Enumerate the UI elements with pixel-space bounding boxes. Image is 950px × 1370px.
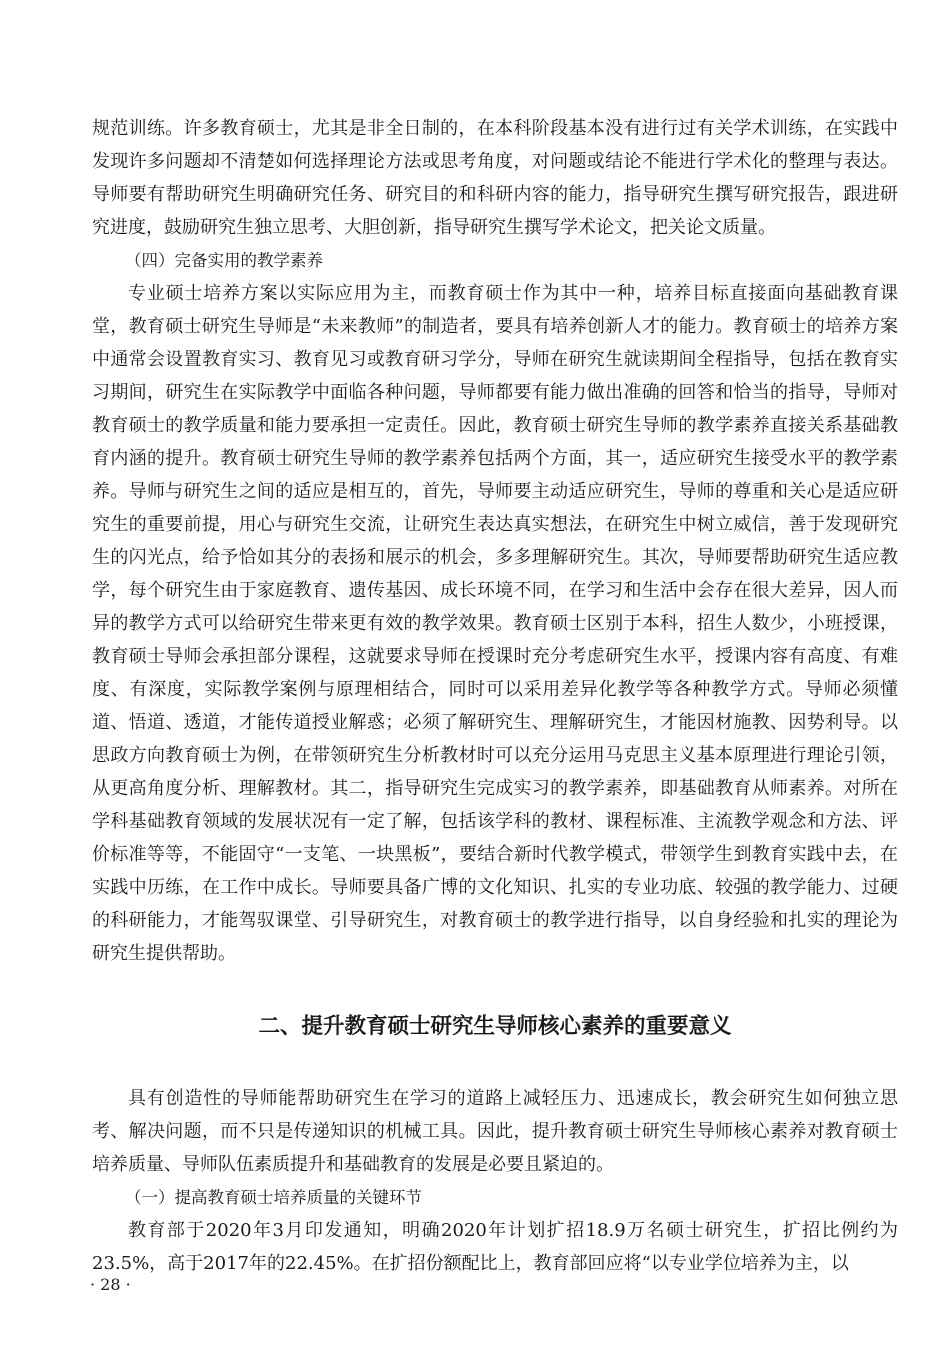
page-number: · 28 · xyxy=(90,1275,131,1294)
paragraph-significance: 具有创造性的导师能帮助研究生在学习的道路上减轻压力、迅速成长，教会研究生如何独立思考、解决问题，而不只是传递知识的机械工具。因此，提升教育硕士研究生导师核心素养对教育硕士培养质量、导师队伍素质提升和基础教育的发展是必要且紧迫的。 xyxy=(92,1088,898,1175)
paragraph-enrollment: 教育部于2020年3月印发通知，明确2020年计划扩招18.9万名硕士研究生，扩招比例约为23.5%，高于2017年的22.45%。在扩招份额配比上，教育部回应将“以专业学位培养为主，以 xyxy=(92,1220,898,1274)
paragraph-teaching-literacy: 专业硕士培养方案以实际应用为主，而教育硕士作为其中一种，培养目标直接面向基础教育课堂，教育硕士研究生导师是“未来教师”的制造者，要具有培养创新人才的能力。教育硕士的培养方案中通常会设置教育实习、教育见习或教育研习学分，导师在研究生就读期间全程指导，包括在教育实习期间，研究生在实际教学中面临各种问题，导师都要有能力做出准确的回答和恰当的指导，导师对教育硕士的教学质量和能力要承担一定责任。因此，教育硕士研究生导师的教学素养直接关系基础教育内涵的提升。教育硕士研究生导师的教学素养包括两个方面，其一，适应研究生接受水平的教学素养。导师与研究生之间的适应是相互的，首先，导师要主动适应研究生，导师的尊重和关心是适应研究生的重要前提，用心与研究生交流，让研究生表达真实想法，在研究生中树立威信，善于发现研究生的闪光点，给予恰如其分的表扬和展示的机会，多多理解研究生。其次，导师要帮助研究生适应教学，每个研究生由于家庭教育、遗传基因、成长环境不同，在学习和生活中会存在很大差异，因人而异的教学方式可以给研究生带来更有效的教学效果。教育硕士区别于本科，招生人数少，小班授课，教育硕士导师会承担部分课程，这就要求导师在授课时充分考虑研究生水平，授课内容有高度、有难度、有深度，实际教学案例与原理相结合，同时可以采用差异化教学等各种教学方式。导师必须懂道、悟道、透道，才能传道授业解惑；必须了解研究生、理解研究生，才能因材施教、因势利导。以思政方向教育硕士为例，在带领研究生分析教材时可以充分运用马克思主义基本原理进行理论引领，从更高角度分析、理解教材。其二，指导研究生完成实习的教学素养，即基础教育从师素养。对所在学科基础教育领域的发展状况有一定了解，包括该学科的教材、课程标准、主流教学观念和方法、评价标准等等，不能固守“一支笔、一块黑板”，要结合新时代教学模式，带领学生到教育实践中去，在实践中历练，在工作中成长。导师要具备广博的文化知识、扎实的专业功底、较强的教学能力、过硬的科研能力，才能驾驭课堂、引导研究生，对教育硕士的教学进行指导，以自身经验和扎实的理论为研究生提供帮助。 xyxy=(92,283,898,964)
text-column xyxy=(92,112,898,1280)
section-title: 二、提升教育硕士研究生导师核心素养的重要意义 xyxy=(258,1014,732,1039)
subheading-teaching-literacy: （四）完备实用的教学素养 xyxy=(125,251,323,270)
subheading-quality: （一）提高教育硕士培养质量的关键环节 xyxy=(125,1188,422,1207)
paragraph-training: 规范训练。许多教育硕士，尤其是非全日制的，在本科阶段基本没有进行过有关学术训练，在实践中发现许多问题却不清楚如何选择理论方法或思考角度，对问题或结论不能进行学术化的整理与表达。导师要有帮助研究生明确研究任务、研究目的和科研内容的能力，指导研究生撰写研究报告，跟进研究进度，鼓励研究生独立思考、大胆创新，指导研究生撰写学术论文，把关论文质量。 xyxy=(92,118,898,238)
